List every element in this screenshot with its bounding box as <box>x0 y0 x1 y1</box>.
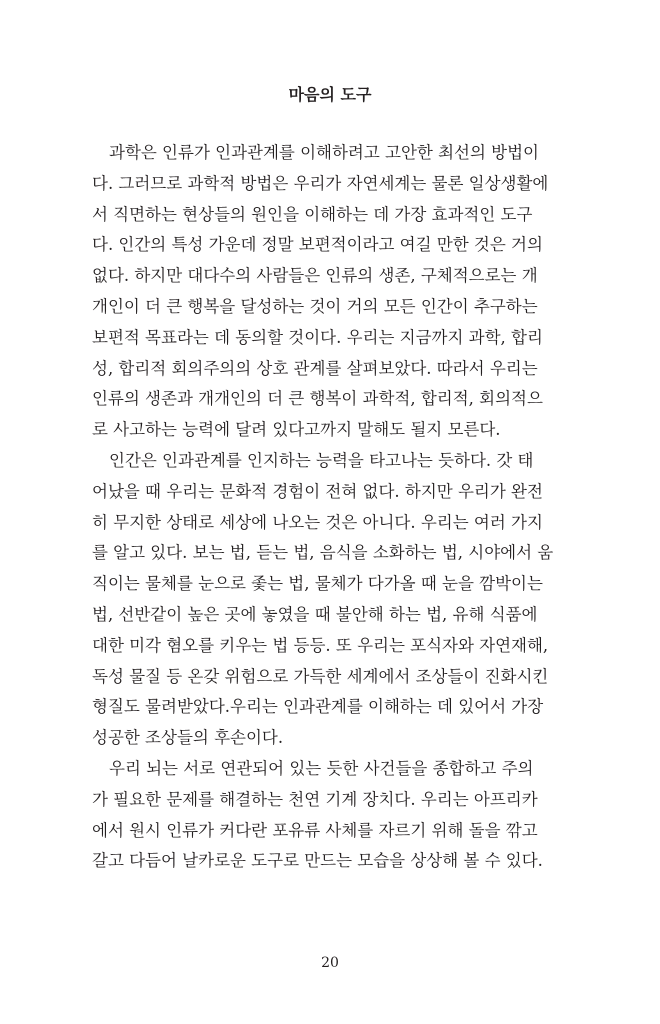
text-line: 어났을 때 우리는 문화적 경험이 전혀 없다. 하지만 우리가 완전 <box>92 481 543 501</box>
text-line: 에서 원시 인류가 커다란 포유류 사체를 자르기 위해 돌을 깎고 <box>92 820 538 840</box>
text-line: 법, 선반같이 높은 곳에 놓였을 때 불안해 하는 법, 유해 식품에 <box>92 604 538 624</box>
text-line: 성, 합리적 회의주의의 상호 관계를 살펴보았다. 따라서 우리는 <box>92 358 538 378</box>
text-line: 다. 그러므로 과학적 방법은 우리가 자연세계는 물론 일상생활에 <box>92 173 549 193</box>
text-line: 형질도 물려받았다.우리는 인과관계를 이해하는 데 있어서 가장 <box>92 697 544 717</box>
body-text <box>92 138 554 877</box>
text-line: 독성 물질 등 온갖 위험으로 가득한 세계에서 조상들이 진화시킨 <box>92 666 549 686</box>
text-line: 서 직면하는 현상들의 원인을 이해하는 데 가장 효과적인 도구 <box>92 204 533 224</box>
text-line: 개인이 더 큰 행복을 달성하는 것이 거의 모든 인간이 추구하는 <box>92 296 538 316</box>
page-number: 20 <box>321 955 339 971</box>
text-line: 우리 뇌는 서로 연관되어 있는 듯한 사건들을 종합하고 주의 <box>109 758 534 778</box>
chapter-title: 마음의 도구 <box>288 85 372 104</box>
text-line: 가 필요한 문제를 해결하는 천연 기계 장치다. 우리는 아프리카 <box>92 789 538 809</box>
text-line: 보편적 목표라는 데 동의할 것이다. 우리는 지금까지 과학, 합리 <box>92 327 543 347</box>
text-line: 인류의 생존과 개개인의 더 큰 행복이 과학적, 합리적, 회의적으 <box>92 389 543 409</box>
text-line: 갈고 다듬어 날카로운 도구로 만드는 모습을 상상해 볼 수 있다. <box>92 851 543 871</box>
text-line: 과학은 인류가 인과관계를 이해하려고 고안한 최선의 방법이 <box>109 143 539 162</box>
text-line: 인간은 인과관계를 인지하는 능력을 타고나는 듯하다. 갓 태 <box>109 450 534 470</box>
text-line: 를 알고 있다. 보는 법, 듣는 법, 음식을 소화하는 법, 시야에서 움 <box>92 543 554 563</box>
text-line: 없다. 하지만 대다수의 사람들은 인류의 생존, 구체적으로는 개 <box>92 266 538 286</box>
text-line: 로 사고하는 능력에 달려 있다고까지 말해도 될지 모른다. <box>92 420 501 440</box>
text-line: 다. 인간의 특성 가운데 정말 보편적이라고 여길 만한 것은 거의 <box>92 235 543 255</box>
text-line: 히 무지한 상태로 세상에 나오는 것은 아니다. 우리는 여러 가지 <box>92 512 543 532</box>
text-line: 대한 미각 혐오를 키우는 법 등등. 또 우리는 포식자와 자연재해, <box>92 635 549 655</box>
text-line: 직이는 물체를 눈으로 좇는 법, 물체가 다가올 때 눈을 깜박이는 <box>92 574 543 594</box>
text-line: 성공한 조상들의 후손이다. <box>92 728 284 748</box>
